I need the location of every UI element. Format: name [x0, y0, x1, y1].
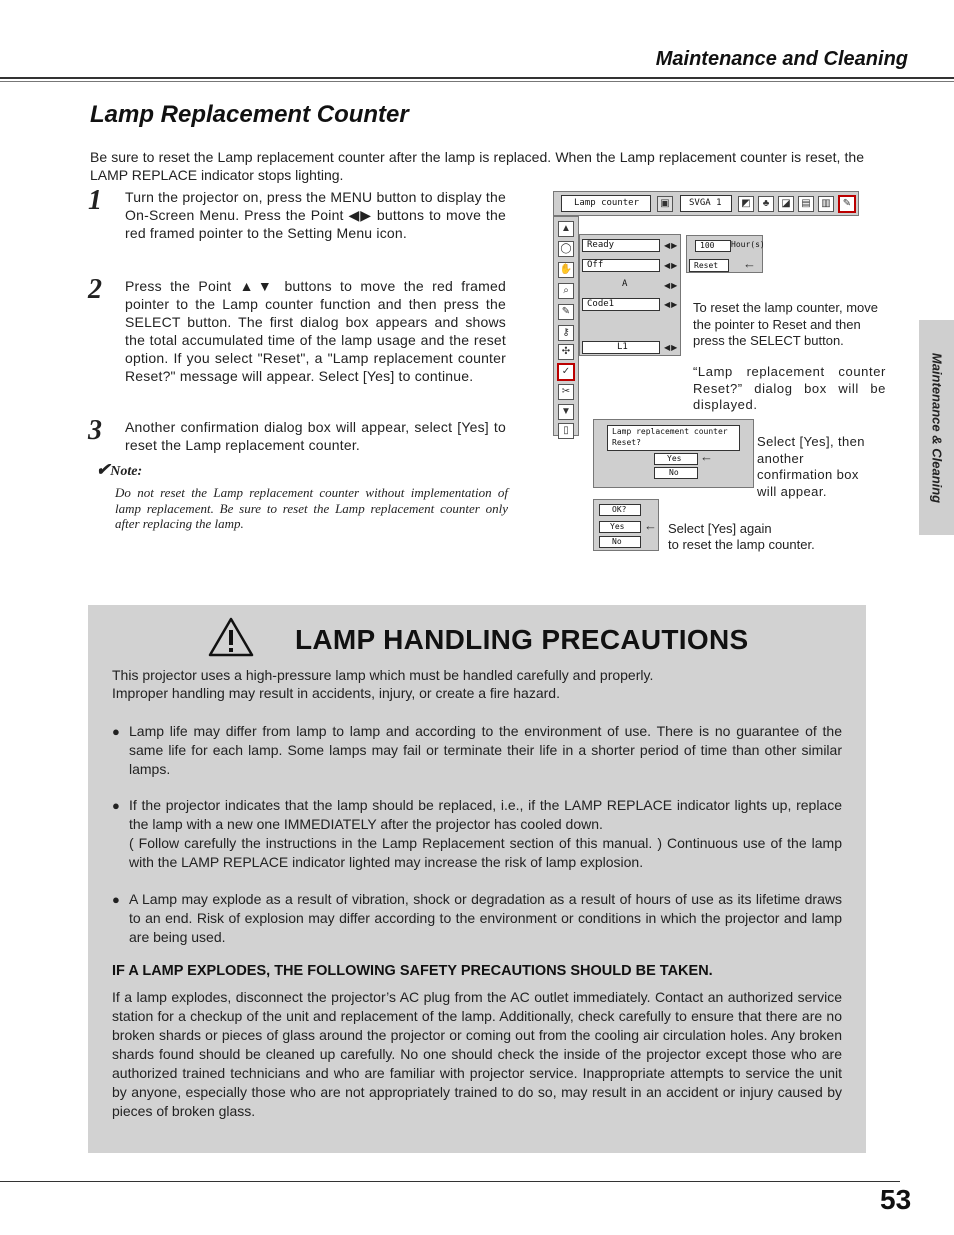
- bullet-icon: ●: [112, 798, 120, 813]
- warning-subheading: IF A LAMP EXPLODES, THE FOLLOWING SAFETY PRECAUTIONS SHOULD BE TAKEN.: [112, 963, 713, 979]
- osd-item-code1: Code1: [582, 298, 660, 311]
- dialog-line-1: Lamp replacement counter: [612, 427, 728, 436]
- osd-item-arrows: ◀▶: [664, 241, 679, 250]
- hand-icon: ✋: [558, 262, 574, 278]
- page-title: Lamp Replacement Counter: [90, 101, 409, 128]
- caption-reset: To reset the lamp counter, move the pointer to Reset and then press the SELECT button.: [693, 300, 878, 348]
- warning-bullet-text: Lamp life may differ from lamp to lamp and according to the environment of use. There is no guarantee of the same life for each lamp. Some lamps may fail or terminate their life in a shorter period of time than other similar lamps.: [129, 723, 842, 777]
- osd-reset-button[interactable]: Reset: [689, 259, 729, 272]
- pointer-arrow-icon: ←: [743, 256, 756, 271]
- warning-intro-1: This projector uses a high-pressure lamp which must be handled carefully and properly.: [112, 667, 654, 683]
- key-icon: ⚷: [558, 325, 574, 341]
- bullet-icon: ●: [112, 892, 120, 907]
- page-number: 53: [880, 1184, 912, 1215]
- osd-item-off: Off: [582, 259, 660, 272]
- osd-item-l1: L1: [582, 341, 660, 354]
- bullet-icon: ●: [112, 724, 120, 739]
- warning-title: LAMP HANDLING PRECAUTIONS: [295, 624, 749, 655]
- header-rule-top: [0, 77, 954, 79]
- fan-icon: ✣: [558, 344, 574, 360]
- osd-settings-panel: [579, 234, 681, 356]
- input-icon: ▣: [657, 196, 673, 212]
- note-heading: [96, 460, 142, 480]
- warning-final-paragraph: If a lamp explodes, disconnect the projector’s AC plug from the AC outlet immediately. Contact an authorized service station for a checkup of the unit and replacement of the lamp. Additionally, check carefully to ensure that there are no broken shards or pieces of glass around the projector or coming out from the cooling air circulation holes. Any broken shards found should be cleaned up carefully. No one should check the inside of the projector except those who are authorized trained technicians and who are familiar with projector service. Inappropriate attempts to service the unit by anyone, especially those who are not appropriately trained to do so, may result in an accident or injury caused by pieces of broken glass.: [112, 989, 842, 1119]
- footer-rule: [0, 1181, 900, 1182]
- note-label: Note:: [110, 464, 143, 479]
- caption-reset-counter: to reset the lamp counter.: [668, 537, 815, 552]
- exit-icon: ▯: [558, 423, 574, 439]
- section-header: Maintenance and Cleaning: [655, 48, 908, 70]
- osd-item-arrows: ◀▶: [664, 261, 679, 270]
- osd-hours-panel: [686, 235, 763, 273]
- filter-icon: ✂: [558, 384, 574, 400]
- note-text: Do not reset the Lamp replacement counter without implementation of lamp replacement. Be sure to reset the Lamp replacement counter only after replacing the lamp.: [115, 485, 508, 531]
- osd-item-arrows: ◀▶: [664, 343, 679, 352]
- osd-item-arrows: ◀▶: [664, 300, 679, 309]
- warning-triangle-icon: [208, 617, 254, 657]
- warning-intro-2: Improper handling may result in accidents, injury, or create a fire hazard.: [112, 685, 560, 701]
- dialog-line-2: Reset?: [612, 438, 641, 447]
- ok-dialog-yes-button[interactable]: Yes: [599, 521, 641, 533]
- warning-bullet: [112, 890, 842, 947]
- step-1-number: 1: [88, 185, 102, 216]
- header-rule-bottom: [0, 81, 954, 82]
- warning-bullet: [112, 796, 842, 872]
- warning-bullet-text: ( Follow carefully the instructions in the Lamp Replacement section of this manual. ) Continuous use of the lamp with the LAMP REPLACE indicator lighted may increase the risk of lamp explosion.: [129, 835, 842, 870]
- ok-dialog-no-button[interactable]: No: [599, 536, 641, 548]
- setting-icon: ▥: [818, 196, 834, 212]
- step-1-text: Turn the projector on, press the MENU button to display the On-Screen Menu. Press the Point ◀▶ buttons to move the red framed pointer to the Setting Menu icon.: [125, 189, 506, 241]
- osd-item-arrows: ◀▶: [664, 281, 679, 290]
- osd-resolution: SVGA 1: [680, 195, 732, 212]
- osd-menu-bar: [553, 191, 859, 216]
- check-icon: ✔: [96, 460, 111, 479]
- step-3-number: 3: [88, 415, 102, 446]
- caption-select-yes: Select [Yes], then another confirmation box will appear.: [757, 434, 865, 499]
- osd-hours-unit: Hour(s): [731, 240, 765, 249]
- step-2-number: 2: [88, 274, 102, 305]
- caption-reset-dialog: “Lamp replacement counter Reset?” dialog box will be displayed.: [693, 364, 886, 412]
- ok-dialog-title: OK?: [599, 504, 641, 516]
- lamp-counter-icon: ✓: [557, 363, 575, 381]
- side-tab: [919, 320, 954, 535]
- pointer-arrow-icon: ←: [700, 449, 713, 464]
- osd-hours-value: 100: [695, 240, 731, 252]
- lamp-icon: ◯: [558, 241, 574, 257]
- image-adjust-icon: ♣: [758, 196, 774, 212]
- search-icon: ⌕: [558, 283, 574, 299]
- osd-ok-dialog: [593, 499, 659, 551]
- warning-bullet-text: If the projector indicates that the lamp should be replaced, i.e., if the LAMP REPLACE indicator lights up, replace the lamp with a new one IMMEDIATELY after the projector has cooled down.: [129, 797, 842, 832]
- dialog-message: [607, 425, 740, 451]
- osd-menu-label: Lamp counter: [561, 195, 651, 212]
- dialog-no-button[interactable]: No: [654, 467, 698, 479]
- warning-bullet-text: A Lamp may explode as a result of vibration, shock or degradation as a result of hours of use as its lifetime draws to an end. Risk of explosion may differ according to the environment or conditions in which the projector and lamp are being used.: [129, 891, 842, 945]
- pointer-arrow-icon: ←: [644, 518, 657, 533]
- arrow-down-icon: ▼: [558, 404, 574, 420]
- osd-item-a: A: [582, 279, 660, 292]
- osd-reset-dialog: [593, 419, 754, 488]
- sound-icon: ▤: [798, 196, 814, 212]
- dialog-yes-button[interactable]: Yes: [654, 453, 698, 465]
- caption-select-yes-again: Select [Yes] again: [668, 521, 772, 536]
- step-3-text: Another confirmation dialog box will appear, select [Yes] to reset the Lamp replacement counter.: [125, 419, 506, 453]
- osd-icon-column: [553, 216, 579, 436]
- arrow-up-icon: ▲: [558, 221, 574, 237]
- screen-icon: ◪: [778, 196, 794, 212]
- pencil-icon: ✎: [558, 304, 574, 320]
- osd-item-ready: Ready: [582, 239, 660, 252]
- step-2-text: Press the Point ▲▼ buttons to move the red framed pointer to the Lamp counter function and then press the SELECT button. The first dialog box appears and shows the total accumulated time of the lamp usage and the reset option. If you select "Reset", a "Lamp replacement counter Reset?" message will appear. Select [Yes] to continue.: [125, 278, 506, 384]
- warning-bullet: [112, 722, 842, 779]
- intro-paragraph: Be sure to reset the Lamp replacement counter after the lamp is replaced. When the Lamp replacement counter is reset, the LAMP REPLACE indicator stops lighting.: [90, 149, 864, 183]
- info-icon: ✎: [838, 195, 856, 213]
- image-select-icon: ◩: [738, 196, 754, 212]
- side-tab-label: Maintenance & Cleaning: [929, 352, 944, 503]
